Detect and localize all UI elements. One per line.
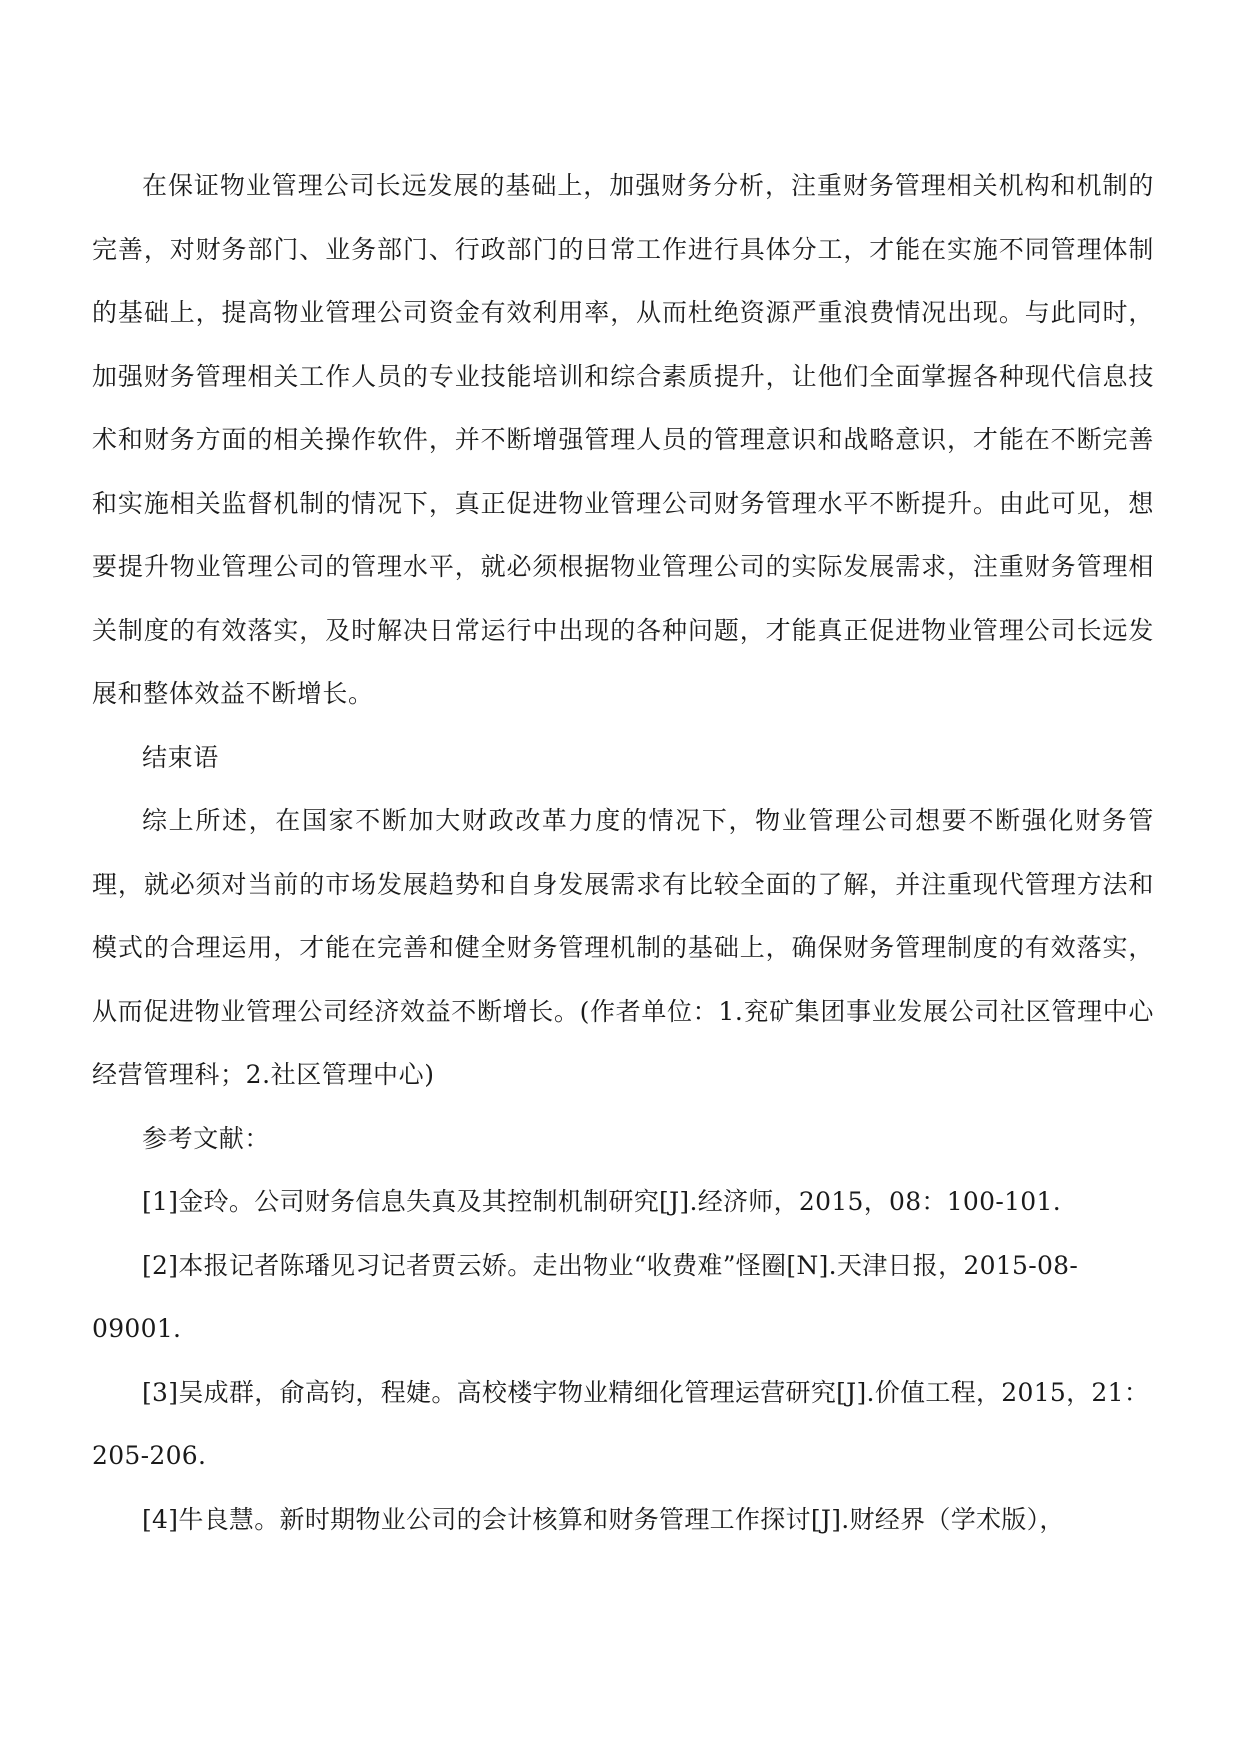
body-paragraph-1: 在保证物业管理公司长远发展的基础上，加强财务分析，注重财务管理相关机构和机制的完善，对财务部门、业务部门、行政部门的日常工作进行具体分工，才能在实施不同管理体制的基础上，提高物业管理公司资金有效利用率，从而杜绝资源严重浪费情况出现。与此同时，加强财务管理相关工作人员的专业技能培训和综合素质提升，让他们全面掌握各种现代信息技术和财务方面的相关操作软件，并不断增强管理人员的管理意识和战略意识，才能在不断完善和实施相关监督机制的情况下，真正促进物业管理公司财务管理水平不断提升。由此可见，想要提升物业管理公司的管理水平，就必须根据物业管理公司的实际发展需求，注重财务管理相关制度的有效落实，及时解决日常运行中出现的各种问题，才能真正促进物业管理公司长远发展和整体效益不断增长。 bbox=[92, 171, 1154, 708]
conclusion-heading: 结束语 bbox=[142, 742, 219, 772]
references-heading: 参考文献： bbox=[142, 1123, 271, 1153]
reference-item-3: [3]吴成群，俞高钧，程婕。高校楼宇物业精细化管理运营研究[J].价值工程，2015，21：205-206. bbox=[92, 1377, 1150, 1470]
reference-item-4: [4]牛良慧。新时期物业公司的会计核算和财务管理工作探讨[J].财经界（学术版）， bbox=[142, 1504, 1065, 1534]
document-body bbox=[92, 154, 1154, 1551]
body-paragraph-2: 综上所述，在国家不断加大财政改革力度的情况下，物业管理公司想要不断强化财务管理，就必须对当前的市场发展趋势和自身发展需求有比较全面的了解，并注重现代管理方法和模式的合理运用，才能在完善和健全财务管理机制的基础上，确保财务管理制度的有效落实，从而促进物业管理公司经济效益不断增长。(作者单位：1.兖矿集团事业发展公司社区管理中心经营管理科；2.社区管理中心) bbox=[92, 806, 1154, 1089]
reference-item-2: [2]本报记者陈璠见习记者贾云娇。走出物业“收费难”怪圈[N].天津日报，2015-08-09001. bbox=[92, 1250, 1079, 1343]
reference-item-1: [1]金玲。公司财务信息失真及其控制机制研究[J].经济师，2015，08：100-101. bbox=[142, 1187, 1061, 1216]
